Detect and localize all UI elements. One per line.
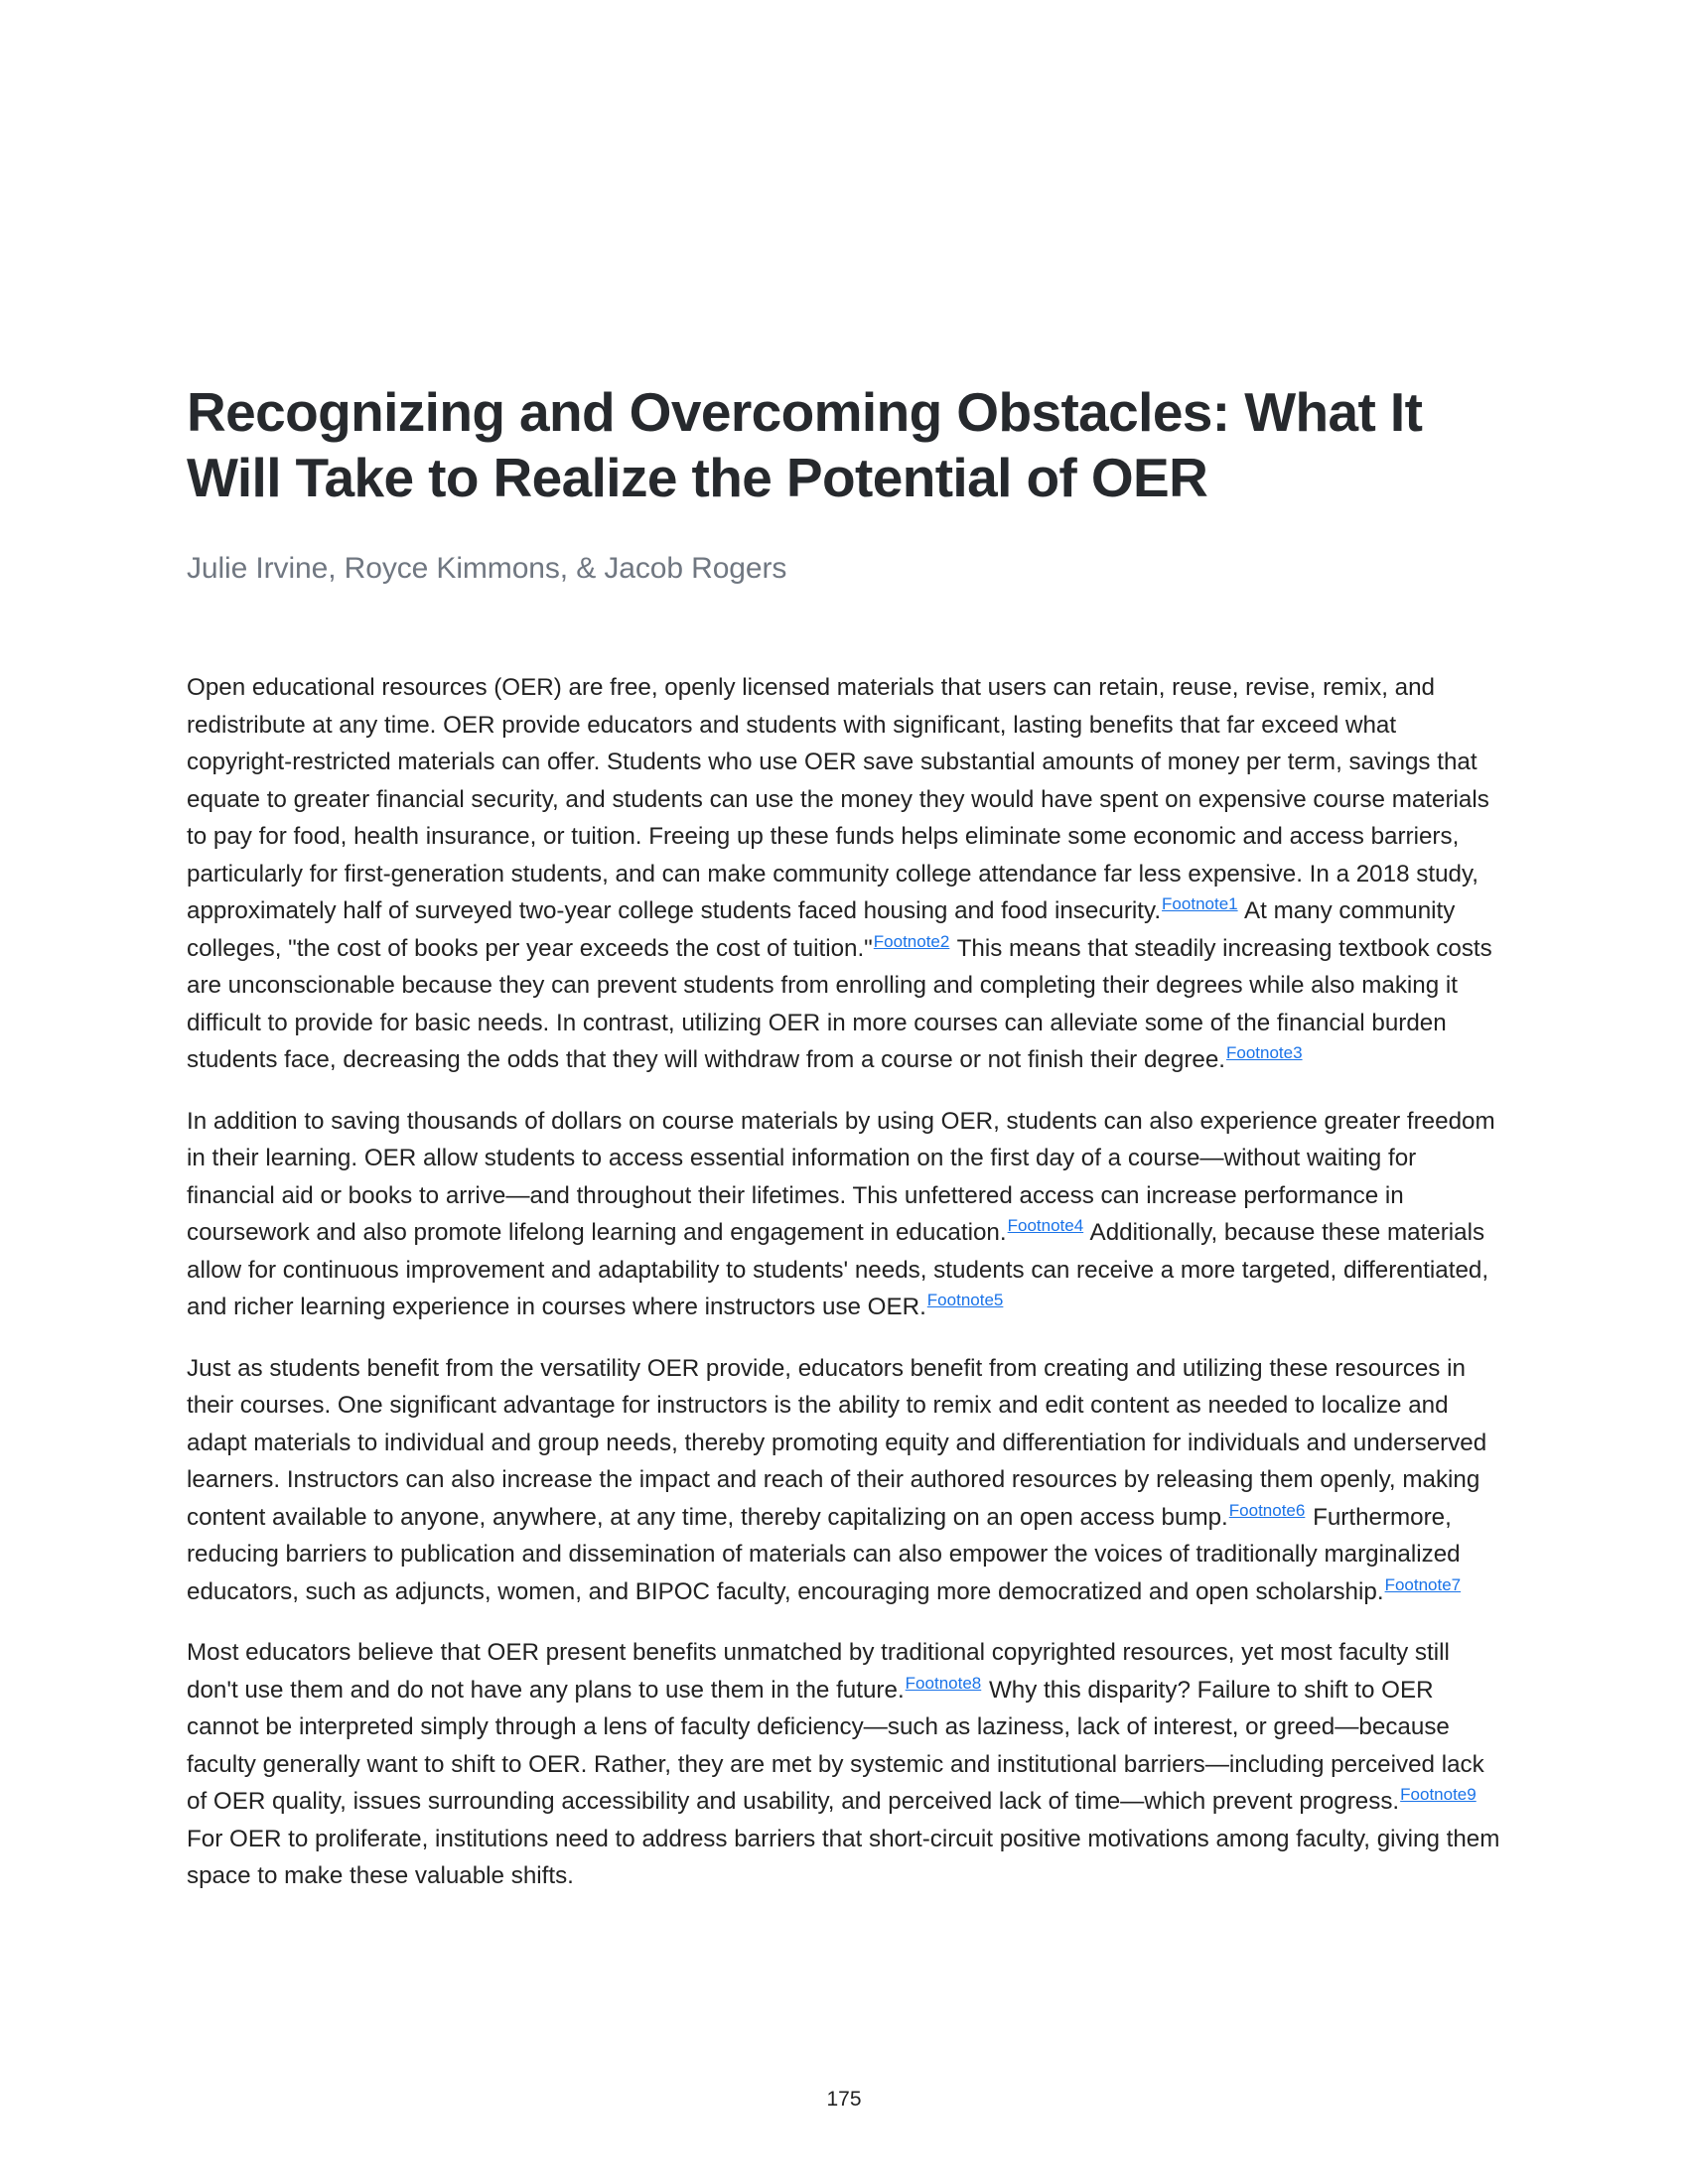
footnote-link[interactable]: Footnote8 [905,1673,982,1693]
footnote-link[interactable]: Footnote4 [1007,1216,1084,1235]
body-text [187,669,1503,1919]
paragraph [187,669,1503,1079]
paragraph-text: In addition to saving thousands of dollars on course materials by using OER, students can also experience greater freedom in their learning. OER allow students to access essential information on the first day of a course—without waiting for financial aid or books to arrive—and throughout their lifetimes. This unfettered access can increase performance in coursework and also promote lifelong learning and engagement in education. [187,1107,1495,1246]
footnote-link[interactable]: Footnote3 [1226,1043,1303,1062]
author-line: Julie Irvine, Royce Kimmons, & Jacob Rogers [187,552,787,585]
paragraph-text: Just as students benefit from the versatility OER provide, educators benefit from creating and utilizing these resources in their courses. One significant advantage for instructors is the ability to remix and edit content as needed to localize and adapt materials to individual and group needs, thereby promoting equity and differentiation for individuals and underserved learners. Instructors can also increase the impact and reach of their authored resources by releasing them openly, making content available to anyone, anywhere, at any time, thereby capitalizing on an open access bump. [187,1354,1487,1531]
paragraph-text: For OER to proliferate, institutions need to address barriers that short-circuit positive motivations among faculty, giving them space to make these valuable shifts. [187,1825,1500,1889]
page-title: Recognizing and Overcoming Obstacles: What It Will Take to Realize the Potential of OER [187,381,1423,508]
paragraph-text: This means that steadily increasing textbook costs are unconscionable because they can prevent students from enrolling and completing their degrees while also making it difficult to provide for basic needs. In contrast, utilizing OER in more courses can alleviate some of the financial burden students face, decreasing the odds that they will withdraw from a course or not finish their degree. [187,934,1492,1073]
footnote-link[interactable]: Footnote7 [1384,1574,1462,1594]
paragraph-text: At many community colleges, "the cost of books per year exceeds the cost of tuition." [187,897,1456,962]
paragraph-text: Most educators believe that OER present benefits unmatched by traditional copyrighted resources, yet most faculty still don't use them and do not have any plans to use them in the future. [187,1639,1450,1704]
paragraph [187,1103,1503,1326]
paragraph [187,1634,1503,1895]
page-number: 175 [826,2088,862,2111]
footnote-link[interactable]: Footnote9 [1400,1785,1477,1804]
paragraph-text: Furthermore, reducing barriers to publication and dissemination of materials can also empower the voices of traditionally marginalized educators, such as adjuncts, women, and BIPOC faculty, encouraging more democratized and open scholarship. [187,1503,1461,1605]
footnote-link[interactable]: Footnote2 [873,931,950,951]
paragraph-text: Additionally, because these materials allow for continuous improvement and adaptability to students' needs, students can receive a more targeted, differentiated, and richer learning experience in courses where instructors use OER. [187,1219,1489,1320]
paragraph-text: Open educational resources (OER) are free, openly licensed materials that users can retain, reuse, revise, remix, and redistribute at any time. OER provide educators and students with significant, lasting benefits that far exceed what copyright-restricted materials can offer. Students who use OER save substantial amounts of money per term, savings that equate to greater financial security, and students can use the money they would have spent on expensive course materials to pay for food, health insurance, or tuition. Freeing up these funds helps eliminate some economic and access barriers, particularly for first-generation students, and can make community college attendance far less expensive. In a 2018 study, approximately half of surveyed two-year college students faced housing and food insecurity. [187,674,1489,924]
footnote-link[interactable]: Footnote6 [1228,1500,1306,1520]
paragraph-text: Why this disparity? Failure to shift to OER cannot be interpreted simply through a lens of faculty deficiency—such as laziness, lack of interest, or greed—because faculty generally want to shift to OER. Rather, they are met by systemic and institutional barriers—including perceived lack of OER quality, issues surrounding accessibility and usability, and perceived lack of time—which prevent progress. [187,1676,1484,1815]
footnote-link[interactable]: Footnote5 [926,1291,1004,1309]
footnote-link[interactable]: Footnote1 [1162,894,1238,913]
paragraph [187,1350,1503,1611]
